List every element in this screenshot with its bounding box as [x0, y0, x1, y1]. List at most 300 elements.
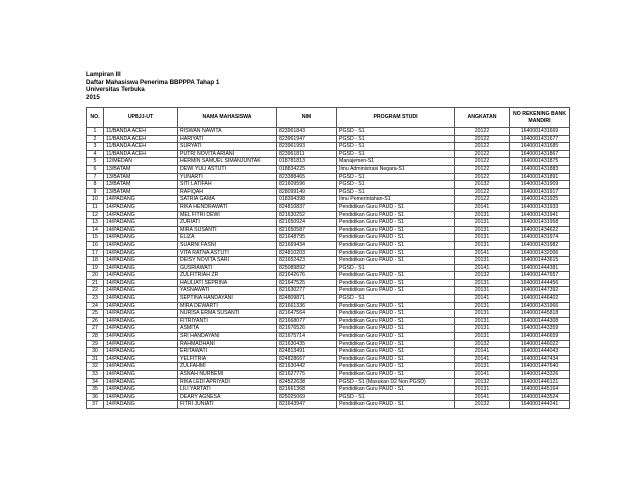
cell-nim: 825089892	[277, 264, 337, 272]
cell-year: 20141	[455, 295, 510, 303]
cell-name: SUARNI FASNI	[178, 241, 277, 249]
cell-program: PGSD - S1	[337, 135, 455, 143]
cell-nim: 821652423	[277, 257, 337, 265]
cell-nim: 018394398	[277, 196, 337, 204]
cell-no: 2	[87, 135, 104, 143]
cell-program: Pendidikan Guru PAUD - S1	[337, 317, 455, 325]
cell-account: 1640001443359	[510, 325, 570, 333]
cell-nim: 821627775	[277, 371, 337, 379]
cell-account: 1640001431677	[510, 135, 570, 143]
cell-year: 20131	[455, 257, 510, 265]
table-row	[87, 302, 570, 310]
column-header-program: PROGRAM STUDI	[337, 108, 455, 128]
cell-upbjj: 14/PADANG	[104, 257, 178, 265]
cell-name: RAFIQAH	[178, 188, 277, 196]
cell-year: 20131	[455, 302, 510, 310]
cell-name: YELFITRIA	[178, 355, 277, 363]
table-header-row	[87, 108, 570, 128]
cell-upbjj: 14/PADANG	[104, 348, 178, 356]
cell-no: 18	[87, 257, 104, 265]
cell-program: Pendidikan Guru PAUD - S1	[337, 340, 455, 348]
cell-upbjj: 14/PADANG	[104, 295, 178, 303]
cell-year: 20141	[455, 348, 510, 356]
cell-account: 1640001431669	[510, 128, 570, 136]
cell-year: 20141	[455, 393, 510, 401]
cell-no: 9	[87, 188, 104, 196]
table-row	[87, 378, 570, 386]
cell-account: 1640001446022	[510, 340, 570, 348]
cell-year: 20122	[455, 150, 510, 158]
cell-upbjj: 14/PADANG	[104, 241, 178, 249]
table-row	[87, 386, 570, 394]
cell-upbjj: 14/PADANG	[104, 302, 178, 310]
cell-nim: 828099149	[277, 188, 337, 196]
cell-year: 20131	[455, 226, 510, 234]
cell-account: 1640001443615	[510, 257, 570, 265]
cell-program: Pendidikan Guru PAUD - S1	[337, 241, 455, 249]
cell-nim: 824810837	[277, 203, 337, 211]
cell-nim: 821661368	[277, 386, 337, 394]
cell-upbjj: 14/PADANG	[104, 401, 178, 409]
cell-upbjj: 13/BATAM	[104, 165, 178, 173]
table-row	[87, 150, 570, 158]
cell-account: 1640001431917	[510, 188, 570, 196]
cell-year: 20131	[455, 333, 510, 341]
cell-nim: 018781813	[277, 158, 337, 166]
cell-nim: 824810203	[277, 249, 337, 257]
cell-no: 12	[87, 211, 104, 219]
cell-account: 1640001431941	[510, 211, 570, 219]
table-row	[87, 181, 570, 189]
cell-year: 20122	[455, 135, 510, 143]
cell-year: 20141	[455, 203, 510, 211]
cell-no: 33	[87, 371, 104, 379]
cell-upbjj: 13/BATAM	[104, 181, 178, 189]
cell-account: 1640001444241	[510, 401, 570, 409]
table-row	[87, 257, 570, 265]
cell-name: ZULFITRIAH ZR	[178, 272, 277, 280]
cell-name: YASNAWATI	[178, 287, 277, 295]
cell-name: HAULIATI SEPRINA	[178, 279, 277, 287]
cell-upbjj: 14/PADANG	[104, 219, 178, 227]
cell-name: FITRIYANTI	[178, 317, 277, 325]
cell-nim: 821642676	[277, 272, 337, 280]
cell-nim: 821630442	[277, 363, 337, 371]
column-header-name: NAMA MAHASISWA	[178, 108, 277, 128]
cell-nim: 824813491	[277, 348, 337, 356]
cell-name: MIRA SUSANTI	[178, 226, 277, 234]
cell-no: 1	[87, 128, 104, 136]
cell-account: 1640001431883	[510, 165, 570, 173]
cell-name: VITA RATNA ASTUTI	[178, 249, 277, 257]
cell-upbjj: 14/PADANG	[104, 363, 178, 371]
cell-no: 37	[87, 401, 104, 409]
table-row	[87, 355, 570, 363]
cell-account: 1640001431891	[510, 173, 570, 181]
cell-account: 1640001445164	[510, 386, 570, 394]
cell-upbjj: 14/PADANG	[104, 386, 178, 394]
cell-upbjj: 14/PADANG	[104, 226, 178, 234]
cell-account: 1640001447657	[510, 272, 570, 280]
table-row	[87, 317, 570, 325]
cell-upbjj: 14/PADANG	[104, 325, 178, 333]
cell-name: SATRIA GAMA	[178, 196, 277, 204]
cell-upbjj: 11/BANDA ACEH	[104, 143, 178, 151]
table-row	[87, 310, 570, 318]
table-row	[87, 226, 570, 234]
cell-name: HARIYATI	[178, 135, 277, 143]
table-row	[87, 158, 570, 166]
cell-account: 1640001431875	[510, 158, 570, 166]
cell-program: Pendidikan Guru PAUD - S1	[337, 371, 455, 379]
cell-account: 1640001431685	[510, 143, 570, 151]
cell-name: MIRA DEWARTI	[178, 302, 277, 310]
cell-no: 31	[87, 355, 104, 363]
cell-name: RIKA LEDI APRIYADI	[178, 378, 277, 386]
cell-program: Pendidikan Guru PAUD - S1	[337, 333, 455, 341]
cell-account: 1640001444308	[510, 317, 570, 325]
cell-upbjj: 14/PADANG	[104, 393, 178, 401]
cell-program: Pendidikan Guru PAUD - S1	[337, 234, 455, 242]
cell-no: 19	[87, 264, 104, 272]
cell-name: SRI HANDAYANI	[178, 333, 277, 341]
cell-year: 20132	[455, 272, 510, 280]
cell-program: Pendidikan Guru PAUD - S1	[337, 310, 455, 318]
cell-program: PGSD - S1	[337, 150, 455, 158]
cell-program: PGSD - S1	[337, 393, 455, 401]
cell-year: 20131	[455, 211, 510, 219]
cell-name: ASMITA	[178, 325, 277, 333]
cell-year: 20132	[455, 340, 510, 348]
table-row	[87, 340, 570, 348]
cell-year: 20122	[455, 188, 510, 196]
table-row	[87, 371, 570, 379]
cell-no: 30	[87, 348, 104, 356]
cell-account: 1640001431909	[510, 181, 570, 189]
cell-no: 21	[87, 279, 104, 287]
table-row	[87, 325, 570, 333]
cell-name: DEARY AGNESA	[178, 393, 277, 401]
cell-program: Pendidikan Guru PAUD - S1	[337, 211, 455, 219]
table-row	[87, 165, 570, 173]
cell-no: 28	[87, 333, 104, 341]
cell-program: PGSD - S1	[337, 128, 455, 136]
cell-nim: 823961947	[277, 135, 337, 143]
cell-upbjj: 14/PADANG	[104, 317, 178, 325]
cell-program: Pendidikan Guru PAUD - S1	[337, 226, 455, 234]
cell-year: 20141	[455, 371, 510, 379]
cell-nim: 821650587	[277, 226, 337, 234]
table-row	[87, 211, 570, 219]
cell-account: 1640001431925	[510, 196, 570, 204]
cell-name: SURYATI	[178, 143, 277, 151]
cell-nim: 018834225	[277, 165, 337, 173]
cell-year: 20141	[455, 355, 510, 363]
cell-name: DEWI YULI ASTUTI	[178, 165, 277, 173]
cell-no: 22	[87, 287, 104, 295]
cell-account: 1640001431982	[510, 241, 570, 249]
cell-upbjj: 14/PADANG	[104, 333, 178, 341]
table-body	[87, 128, 570, 409]
cell-account: 1640001431966	[510, 302, 570, 310]
cell-upbjj: 14/PADANG	[104, 264, 178, 272]
cell-program: PGSD - S1	[337, 295, 455, 303]
cell-year: 20131	[455, 219, 510, 227]
document-year: 2015	[86, 93, 100, 101]
table-row	[87, 287, 570, 295]
cell-no: 24	[87, 302, 104, 310]
cell-name: ASNAH NURBEMI	[178, 371, 277, 379]
cell-upbjj: 13/BATAM	[104, 173, 178, 181]
cell-account: 1640001431933	[510, 203, 570, 211]
cell-program: Pendidikan Guru PAUD - S1	[337, 287, 455, 295]
cell-no: 16	[87, 241, 104, 249]
cell-upbjj: 14/PADANG	[104, 371, 178, 379]
cell-account: 1640001447640	[510, 363, 570, 371]
cell-year: 20131	[455, 241, 510, 249]
cell-no: 11	[87, 203, 104, 211]
cell-no: 7	[87, 173, 104, 181]
column-header-nim: NIM	[277, 108, 337, 128]
table-row	[87, 393, 570, 401]
table-row	[87, 279, 570, 287]
cell-nim: 823388465	[277, 173, 337, 181]
table-row	[87, 264, 570, 272]
cell-program: Pendidikan Guru PAUD - S1	[337, 219, 455, 227]
table-row	[87, 272, 570, 280]
cell-no: 34	[87, 378, 104, 386]
cell-year: 20131	[455, 287, 510, 295]
cell-no: 13	[87, 219, 104, 227]
cell-upbjj: 12/MEDAN	[104, 158, 178, 166]
cell-program: PGSD - S1	[337, 264, 455, 272]
cell-nim: 823961993	[277, 143, 337, 151]
cell-nim: 821630252	[277, 211, 337, 219]
cell-year: 20122	[455, 165, 510, 173]
cell-nim: 821676526	[277, 325, 337, 333]
cell-year: 20122	[455, 158, 510, 166]
table-row	[87, 135, 570, 143]
cell-year: 20122	[455, 196, 510, 204]
cell-program: Ilmu Administrasi Negara-S1	[337, 165, 455, 173]
cell-nim: 821669434	[277, 241, 337, 249]
cell-upbjj: 14/PADANG	[104, 355, 178, 363]
cell-name: MEL FITRI DEWI	[178, 211, 277, 219]
cell-program: Pendidikan Guru PAUD - S1	[337, 386, 455, 394]
cell-name: YUNARTI	[178, 173, 277, 181]
cell-nim: 821647564	[277, 310, 337, 318]
cell-account: 1640001431958	[510, 219, 570, 227]
cell-nim: 824522638	[277, 378, 337, 386]
cell-no: 15	[87, 234, 104, 242]
cell-account: 1640001434622	[510, 226, 570, 234]
cell-year: 20141	[455, 249, 510, 257]
cell-year: 20132	[455, 378, 510, 386]
table-row	[87, 203, 570, 211]
cell-account: 1640001446121	[510, 378, 570, 386]
cell-year: 20131	[455, 363, 510, 371]
cell-program: Pendidikan Guru PAUD - S1	[337, 203, 455, 211]
cell-year: 20122	[455, 143, 510, 151]
cell-nim: 821650924	[277, 219, 337, 227]
cell-year: 20131	[455, 279, 510, 287]
cell-name: SEPTINA HANDAYANI	[178, 295, 277, 303]
table-row	[87, 196, 570, 204]
cell-year: 20131	[455, 234, 510, 242]
cell-upbjj: 14/PADANG	[104, 196, 178, 204]
column-header-no: NO.	[87, 108, 104, 128]
cell-program: Pendidikan Guru PAUD - S1	[337, 257, 455, 265]
cell-nim: 824828667	[277, 355, 337, 363]
cell-name: ERITAWATI	[178, 348, 277, 356]
table-row	[87, 173, 570, 181]
table-row	[87, 188, 570, 196]
cell-program: Pendidikan Guru PAUD - S1	[337, 363, 455, 371]
cell-account: 1640001432006	[510, 249, 570, 257]
cell-upbjj: 11/BANDA ACEH	[104, 135, 178, 143]
document-header	[86, 71, 219, 101]
cell-name: ZULFAHMI	[178, 363, 277, 371]
cell-year: 20131	[455, 386, 510, 394]
cell-name: NURISA ERMA SUSANTI	[178, 310, 277, 318]
cell-year: 20132	[455, 181, 510, 189]
cell-program: Manajemen-S1	[337, 158, 455, 166]
cell-program: Pendidikan Guru PAUD - S1	[337, 355, 455, 363]
cell-name: RIKA HENDRAWATI	[178, 203, 277, 211]
cell-no: 36	[87, 393, 104, 401]
cell-program: Pendidikan Guru PAUD - S1	[337, 348, 455, 356]
cell-name: HERMIN SAMUEL SIMANJUNTAK	[178, 158, 277, 166]
cell-nim: 824809871	[277, 295, 337, 303]
cell-year: 20131	[455, 317, 510, 325]
cell-year: 20141	[455, 264, 510, 272]
cell-no: 20	[87, 272, 104, 280]
column-header-account: NO REKENING BANK MANDIRI	[510, 108, 570, 128]
cell-upbjj: 14/PADANG	[104, 310, 178, 318]
cell-year: 20131	[455, 310, 510, 318]
cell-year: 20122	[455, 128, 510, 136]
cell-program: Pendidikan Guru PAUD - S1	[337, 279, 455, 287]
cell-upbjj: 11/BANDA ACEH	[104, 128, 178, 136]
cell-name: RAHMADHANI	[178, 340, 277, 348]
cell-account: 1640001447434	[510, 355, 570, 363]
cell-name: RISWAN NAWITA	[178, 128, 277, 136]
cell-program: PGSD - S1 (Masukan D2 Non PGSD)	[337, 378, 455, 386]
table-row	[87, 401, 570, 409]
cell-year: 20131	[455, 325, 510, 333]
cell-account: 1640001431974	[510, 234, 570, 242]
table-row	[87, 143, 570, 151]
cell-upbjj: 14/PADANG	[104, 249, 178, 257]
cell-account: 1640001447392	[510, 287, 570, 295]
column-header-upbjj: UPBJJ-UT	[104, 108, 178, 128]
cell-account: 1640001445818	[510, 310, 570, 318]
cell-account: 1640001446659	[510, 333, 570, 341]
cell-name: DEISY NOVITA SARI	[178, 257, 277, 265]
column-header-year: ANGKATAN	[455, 108, 510, 128]
cell-nim: 825025069	[277, 393, 337, 401]
table-row	[87, 363, 570, 371]
table-row	[87, 333, 570, 341]
cell-upbjj: 14/PADANG	[104, 272, 178, 280]
cell-name: FITRI JUNIATI	[178, 401, 277, 409]
cell-upbjj: 11/BANDA ACEH	[104, 150, 178, 158]
cell-no: 27	[87, 325, 104, 333]
university-name: Universitas Terbuka	[86, 86, 145, 94]
cell-nim: 821630435	[277, 340, 337, 348]
cell-name: LILI YARTATI	[178, 386, 277, 394]
cell-name: ZURIATI	[178, 219, 277, 227]
cell-no: 6	[87, 165, 104, 173]
cell-account: 1640001446402	[510, 295, 570, 303]
cell-nim: 821668077	[277, 317, 337, 325]
attachment-label: Lampiran III	[86, 71, 121, 78]
cell-program: PGSD - S1	[337, 181, 455, 189]
cell-account: 1640001443326	[510, 371, 570, 379]
cell-upbjj: 14/PADANG	[104, 279, 178, 287]
cell-nim: 821648795	[277, 234, 337, 242]
table-row	[87, 219, 570, 227]
cell-upbjj: 14/PADANG	[104, 287, 178, 295]
cell-upbjj: 13/BATAM	[104, 188, 178, 196]
cell-no: 14	[87, 226, 104, 234]
cell-no: 4	[87, 150, 104, 158]
table-row	[87, 249, 570, 257]
cell-account: 1640001431867	[510, 150, 570, 158]
cell-account: 1640001444456	[510, 279, 570, 287]
cell-nim: 821609596	[277, 181, 337, 189]
cell-no: 17	[87, 249, 104, 257]
cell-nim: 821647525	[277, 279, 337, 287]
cell-no: 29	[87, 340, 104, 348]
document-title: Daftar Mahasiswa Penerima BBPPPA Tahap 1	[86, 78, 220, 86]
cell-year: 20122	[455, 173, 510, 181]
cell-nim: 821630277	[277, 287, 337, 295]
cell-no: 25	[87, 310, 104, 318]
table-row	[87, 241, 570, 249]
table-row	[87, 295, 570, 303]
cell-account: 1640001444381	[510, 264, 570, 272]
cell-name: ELIZA	[178, 234, 277, 242]
cell-program: Ilmu Pemerintahan-S1	[337, 196, 455, 204]
cell-nim: 821661336	[277, 302, 337, 310]
cell-upbjj: 14/PADANG	[104, 378, 178, 386]
cell-no: 5	[87, 158, 104, 166]
cell-upbjj: 14/PADANG	[104, 234, 178, 242]
cell-nim: 823961843	[277, 128, 337, 136]
cell-program: Pendidikan Guru PAUD - S1	[337, 272, 455, 280]
cell-no: 26	[87, 317, 104, 325]
cell-no: 23	[87, 295, 104, 303]
table-row	[87, 128, 570, 136]
cell-program: Pendidikan Guru PAUD - S1	[337, 401, 455, 409]
cell-no: 35	[87, 386, 104, 394]
table-row	[87, 234, 570, 242]
cell-upbjj: 14/PADANG	[104, 203, 178, 211]
cell-no: 32	[87, 363, 104, 371]
cell-program: PGSD - S1	[337, 143, 455, 151]
cell-name: PUTRI NOVITA ARIANI	[178, 150, 277, 158]
cell-name: SITI LATIFAH	[178, 181, 277, 189]
cell-program: Pendidikan Guru PAUD - S1	[337, 302, 455, 310]
student-table	[86, 107, 570, 409]
cell-upbjj: 14/PADANG	[104, 340, 178, 348]
cell-nim: 821643947	[277, 401, 337, 409]
cell-name: GUSRIAWATI	[178, 264, 277, 272]
cell-account: 1640001444043	[510, 348, 570, 356]
cell-no: 3	[87, 143, 104, 151]
cell-program: Pendidikan Guru PAUD - S1	[337, 249, 455, 257]
